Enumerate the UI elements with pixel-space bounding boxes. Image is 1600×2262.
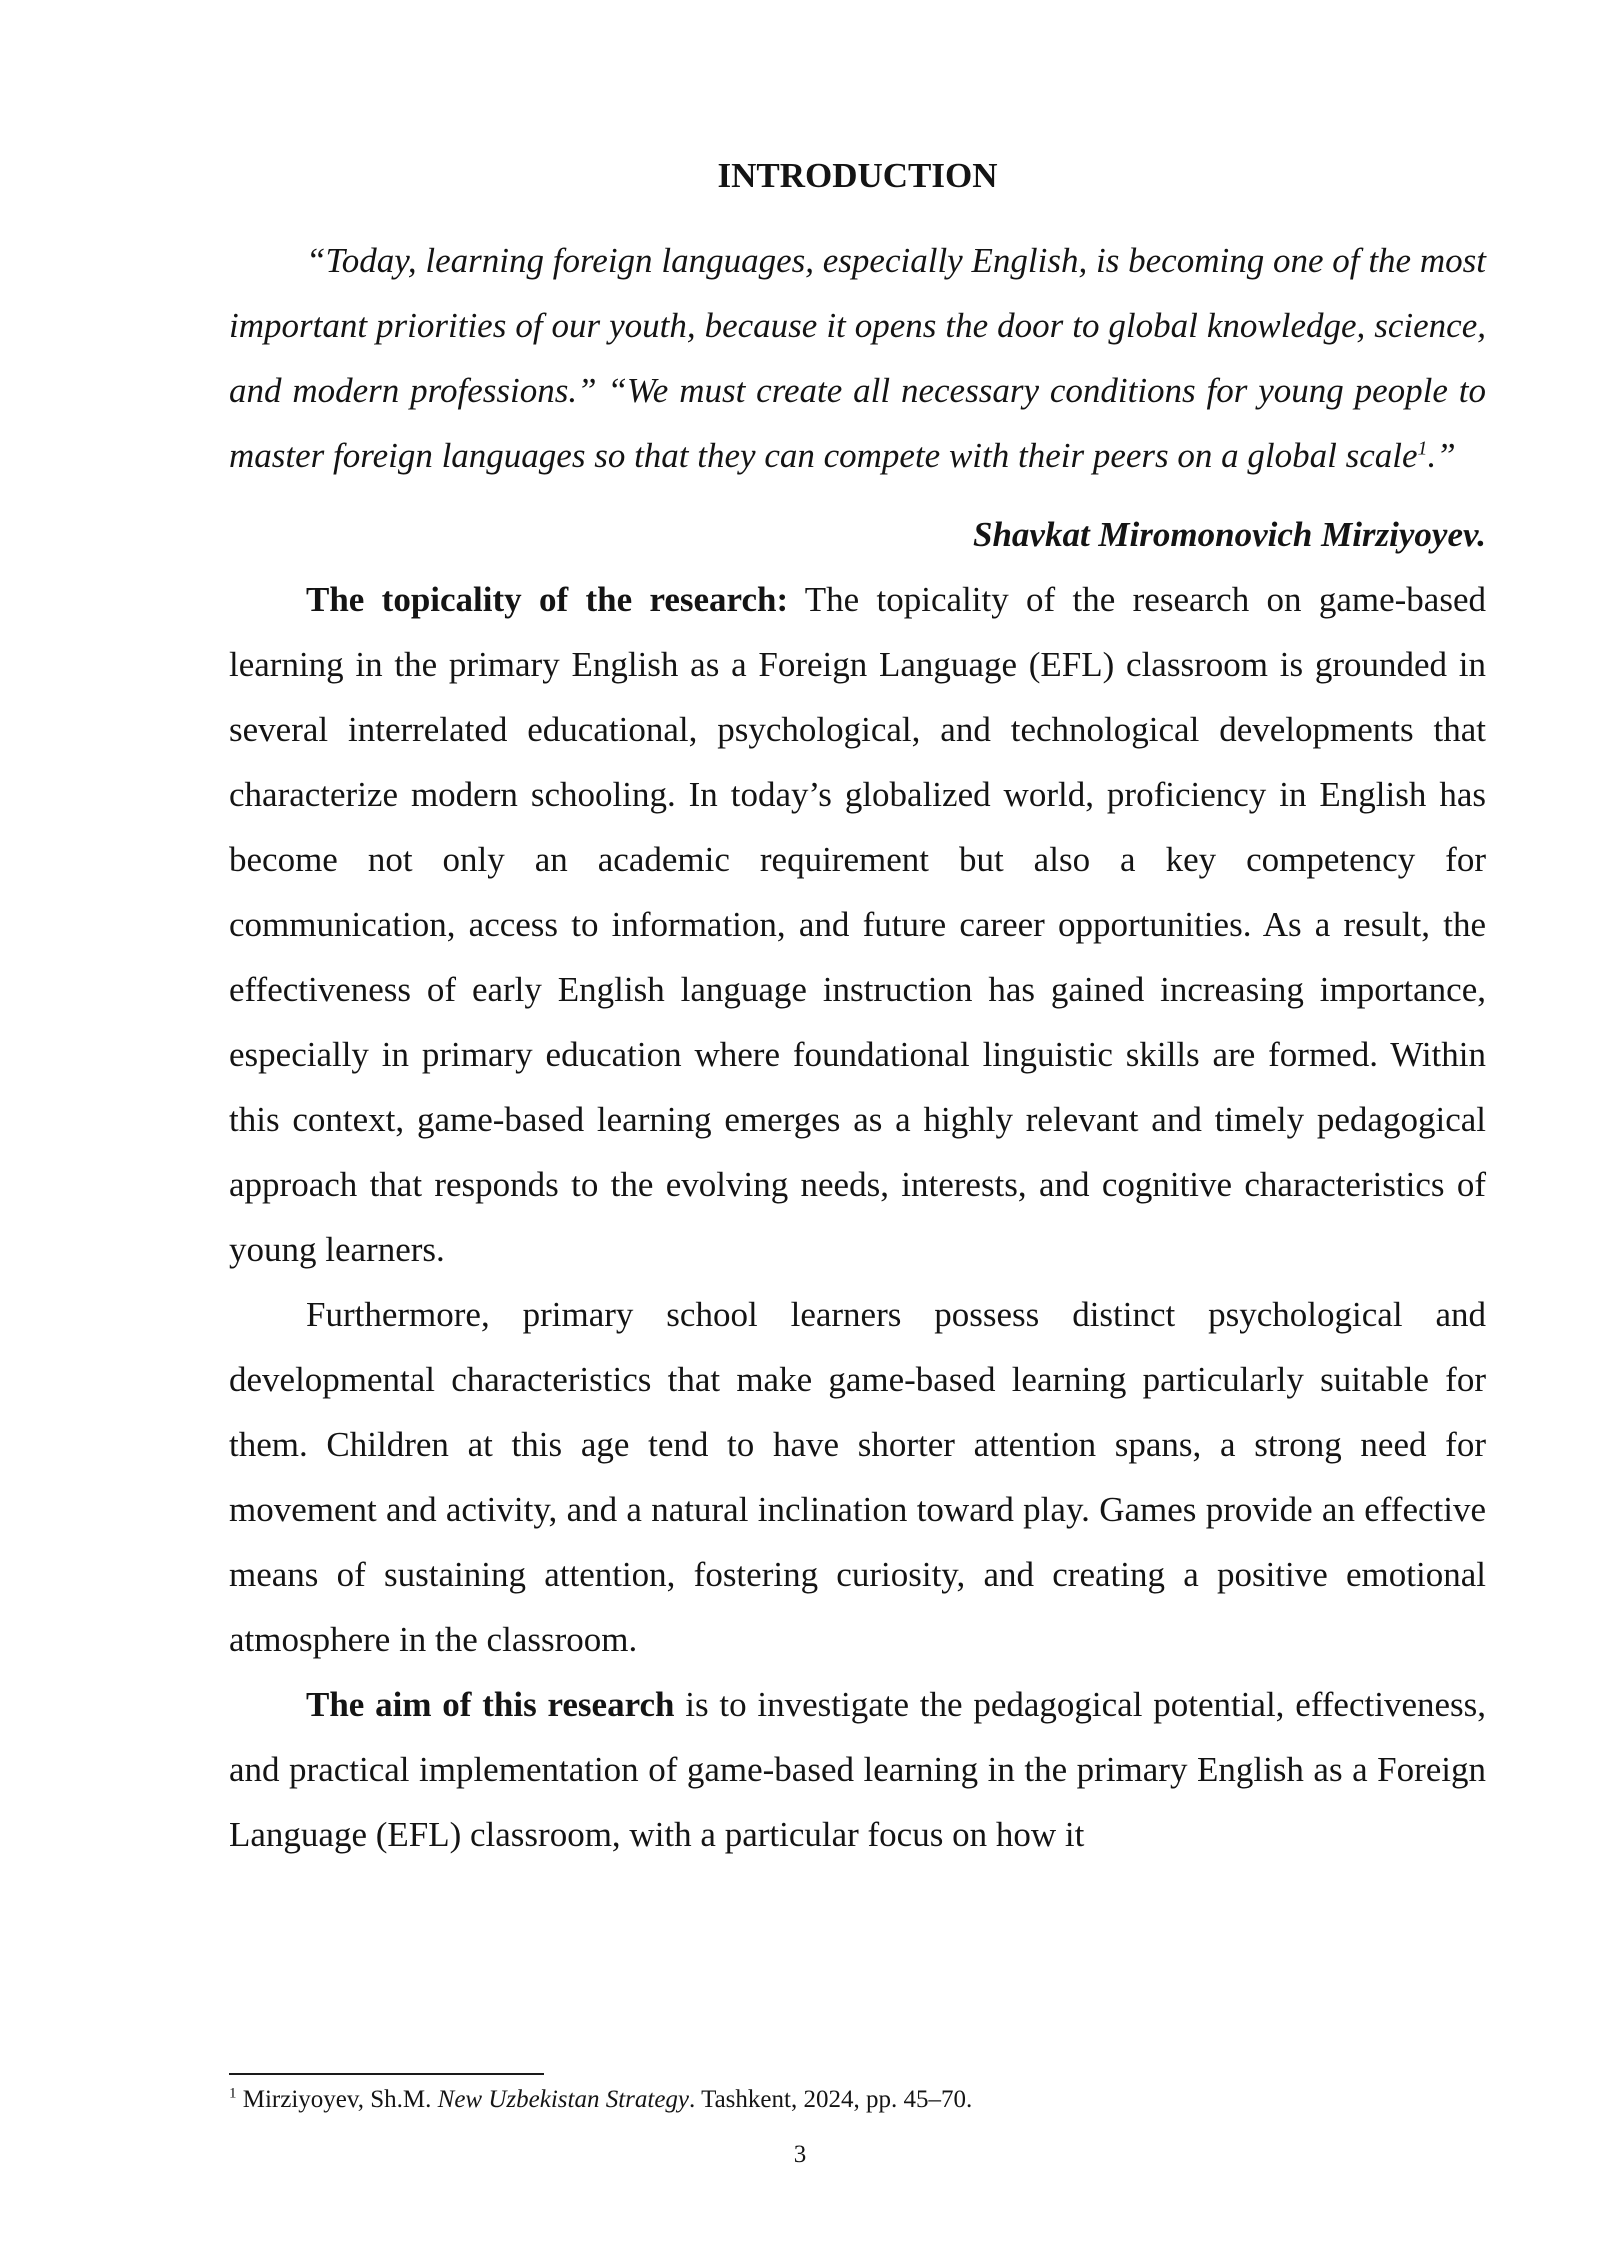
- footnote: [229, 2083, 1486, 2117]
- aim-lead: The aim of this research: [306, 1685, 675, 1724]
- footnote-text-before: Mirziyoyev, Sh.M.: [236, 2086, 438, 2113]
- furthermore-paragraph: Furthermore, primary school learners possess distinct psychological and developmental characteristics that make game-based learning particularly suitable for them. Children at this age tend to have shorter attention spans, a strong need for movement and activity, and a natural inclination toward play. Games provide an effective means of sustaining attention, fostering curiosity, and creating a positive emotional atmosphere in the classroom.: [229, 1295, 1486, 1659]
- aim-paragraph: [229, 1672, 1486, 1867]
- epigraph-quote-end: .”: [1427, 436, 1456, 475]
- footnote-divider: [229, 2073, 544, 2075]
- topicality-lead: The topicality of the research:: [306, 580, 789, 619]
- aim-body: is to investigate the pedagogical potential, effectiveness, and practical implementation of game-based learning in the primary English as a Foreign Language (EFL) classroom, with a particular focus on how it: [229, 1685, 1487, 1854]
- footnote-text-after: . Tashkent, 2024, pp. 45–70.: [689, 2086, 973, 2113]
- epigraph-author: Shavkat Miromonovich Mirziyoyev.: [972, 515, 1486, 554]
- topicality-paragraph: [229, 567, 1486, 1282]
- page-title: INTRODUCTION: [717, 156, 998, 195]
- footnote-book-title: New Uzbekistan Strategy: [437, 2086, 690, 2113]
- topicality-body: The topicality of the research on game-based learning in the primary English as a Foreign Language (EFL) classroom is grounded in several interrelated educational, psychological, and technological developments that characterize modern schooling. In today’s globalized world, proficiency in English has become not only an academic requirement but also a key competency for communication, access to information, and future career opportunities. As a result, the effectiveness of early English language instruction has gained increasing importance, especially in primary education where foundational linguistic skills are formed. Within this context, game-based learning emerges as a highly relevant and timely pedagogical approach that responds to the evolving needs, interests, and cognitive characteristics of young learners.: [229, 580, 1486, 1269]
- epigraph-text: “Today, learning foreign languages, especially English, is becoming one of the most important priorities of our youth, because it opens the door to global knowledge, science, and modern professions.” “We must create all necessary conditions for young people to master foreign languages so that they can compete with their peers on a global scale: [229, 241, 1486, 475]
- footnote-reference[interactable]: 1: [1417, 437, 1428, 460]
- epigraph-quote: [229, 228, 1486, 488]
- page-number: 3: [793, 2141, 807, 2168]
- page-body: [229, 148, 1486, 1867]
- footnote-marker: 1: [229, 2085, 237, 2102]
